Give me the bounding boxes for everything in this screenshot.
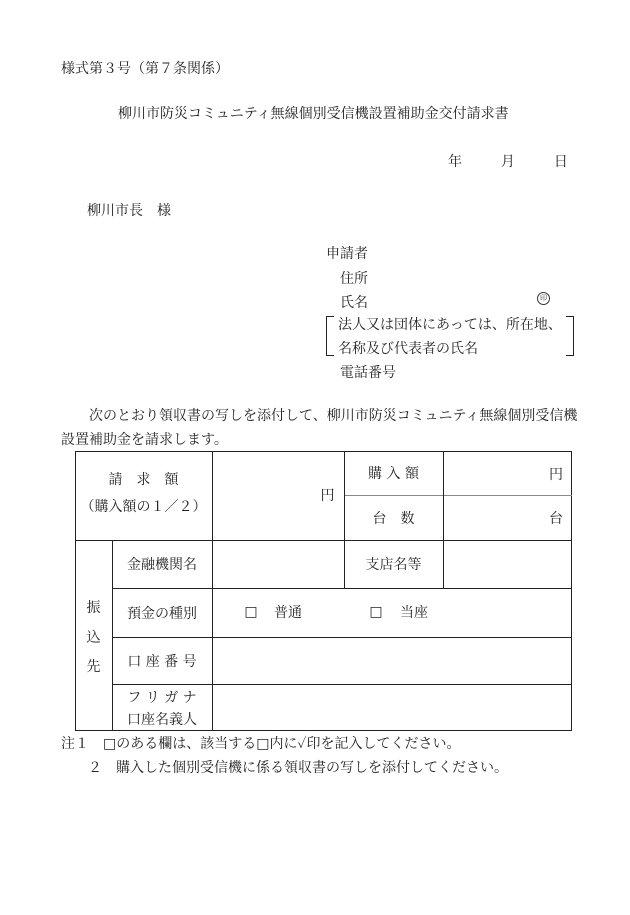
applicant-address-label: 住所	[340, 271, 368, 287]
table-border-left	[75, 451, 76, 731]
corporate-note-line2: 名称及び代表者の氏名	[338, 341, 478, 357]
ordinary-checkbox[interactable]: □	[244, 604, 258, 620]
date-line	[448, 155, 568, 169]
corporate-note-line1: 法人又は団体にあっては、所在地、	[338, 317, 562, 333]
applicant-name-label: 氏名	[340, 295, 368, 311]
date-day: 日	[553, 154, 568, 170]
claim-amount-label: 請 求 額	[108, 472, 179, 488]
applicant-phone-label: 電話番号	[340, 365, 396, 381]
form-number: 様式第３号（第７条関係）	[61, 61, 229, 77]
note-2-number: ２	[88, 760, 102, 776]
seal-icon: 印	[537, 292, 550, 305]
transfer-label-1: 振	[86, 600, 101, 616]
vline-claim	[212, 451, 213, 540]
note-1-number: 注１	[61, 736, 89, 752]
units-unit: 台	[549, 511, 563, 527]
document-title: 柳川市防災コミュニティ無線個別受信機設置補助金交付請求書	[118, 106, 509, 122]
current-checkbox[interactable]: □	[369, 604, 383, 620]
ordinary-label: 普通	[274, 605, 302, 621]
request-form-table	[75, 451, 572, 731]
date-year: 年	[448, 154, 462, 170]
left-bracket	[326, 316, 334, 356]
furigana-label: フ リ ガ ナ	[127, 690, 197, 706]
claim-yen: 円	[320, 488, 335, 504]
date-month: 月	[500, 154, 515, 170]
purchase-amount-label: 購 入 額	[368, 466, 419, 482]
account-holder-label: 口座名義人	[127, 712, 197, 728]
note-2-text: 購入した個別受信機に係る領収書の写しを添付してください。	[116, 760, 508, 776]
account-number-label: 口 座 番 号	[127, 653, 197, 670]
branch-label: 支店名等	[365, 557, 422, 573]
units-label: 台 数	[372, 511, 415, 527]
transfer-label-2: 込	[86, 630, 101, 646]
deposit-type-label: 預金の種別	[127, 605, 197, 622]
transfer-label-3: 先	[86, 659, 101, 675]
table-border-right	[571, 451, 572, 731]
bank-name-label: 金融機関名	[127, 557, 197, 573]
vline-labels	[212, 540, 213, 731]
right-bracket	[566, 316, 574, 356]
applicant-label: 申請者	[326, 246, 368, 262]
note-1-text: □のある欄は、該当する□内に✓印を記入してください。	[103, 736, 461, 752]
addressee: 柳川市長 様	[87, 203, 171, 219]
claim-amount-sub: （購入額の１／２）	[80, 499, 207, 515]
request-text: 次のとおり領収書の写しを添付して、柳川市防災コミュニティ無線個別受信機設置補助金を請求します。	[61, 408, 578, 448]
vline-branch-right	[443, 540, 444, 588]
table-border-bottom	[75, 730, 572, 731]
divider-row4	[112, 684, 572, 685]
purchase-yen: 円	[549, 467, 563, 483]
vline-purchase-value	[443, 451, 444, 540]
table-border-top	[75, 451, 572, 452]
note-2	[88, 761, 508, 775]
current-label: 当座	[400, 605, 428, 621]
note-1	[61, 737, 460, 751]
